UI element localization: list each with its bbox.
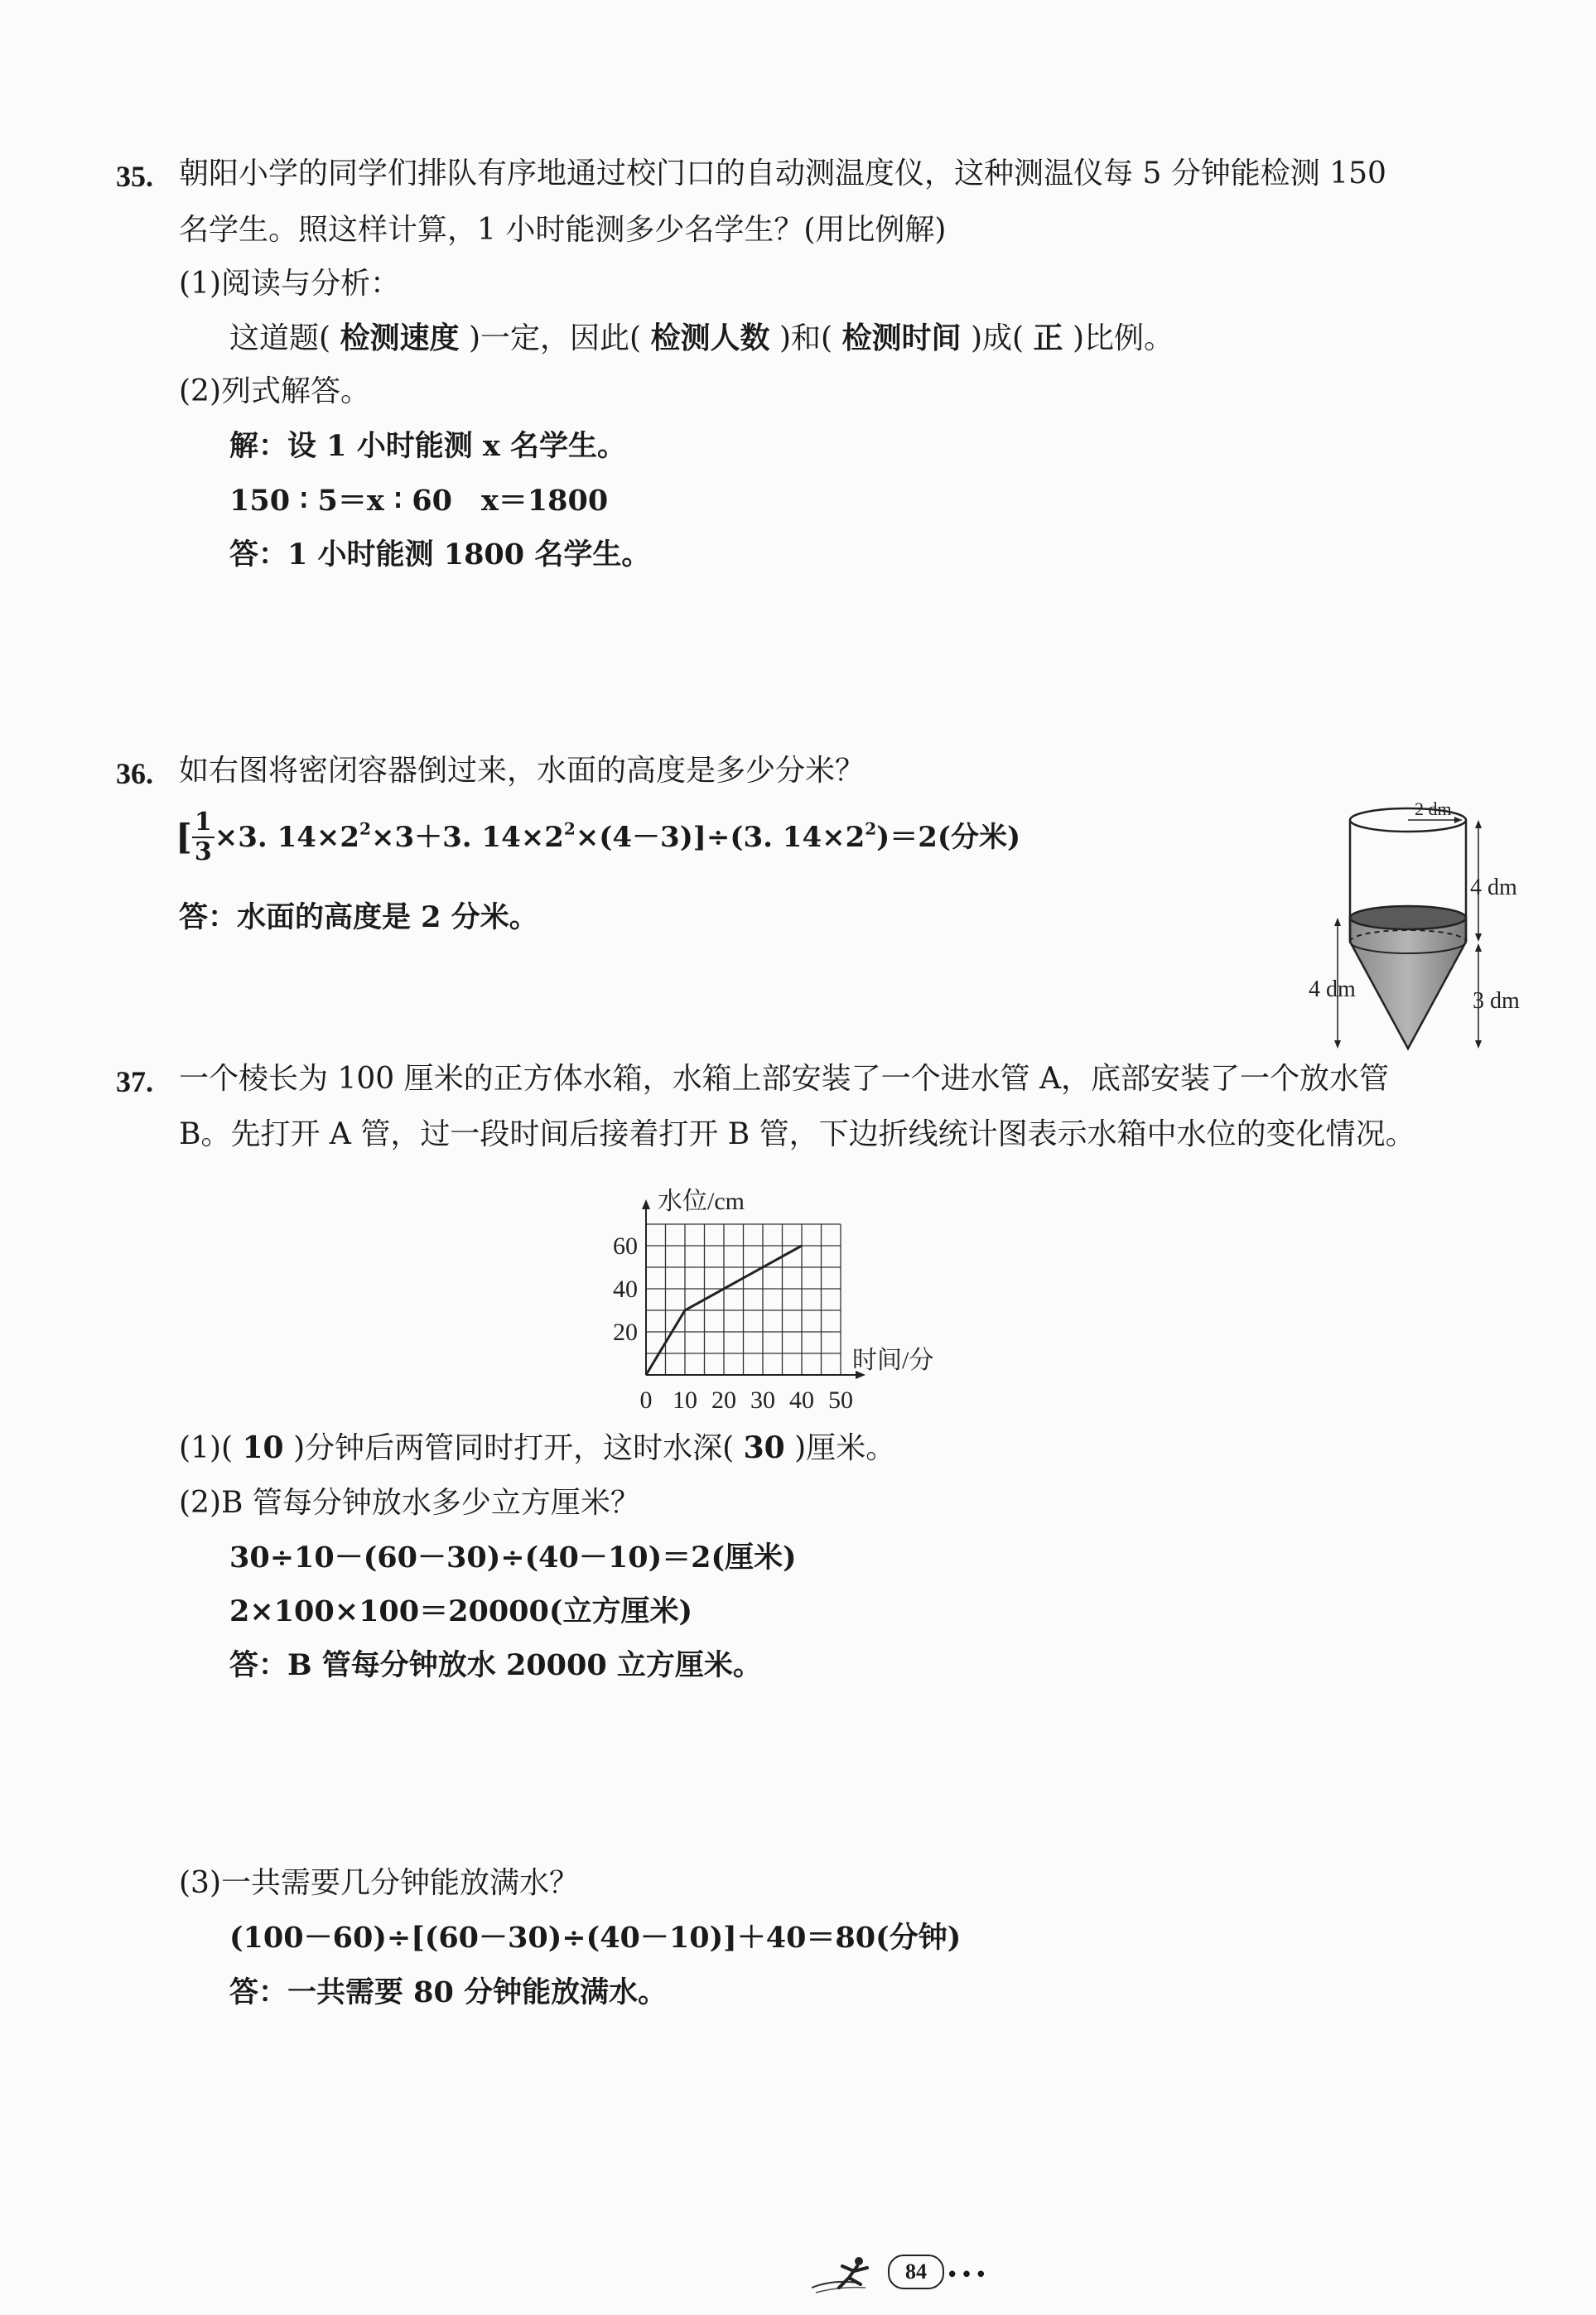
q37-part2-label: (2)B 管每分钟放水多少立方厘米？ <box>179 1486 640 1520</box>
fill-blank: 正 <box>1033 321 1063 355</box>
text: 这道题( <box>229 321 331 355</box>
x-tick-label: 50 <box>828 1387 853 1414</box>
fill-blank: 检测人数 <box>650 321 770 355</box>
container-figure <box>1292 795 1557 1060</box>
q37-line2: B。先打开 A 管，过一段时间后接着打开 B 管，下边折线统计图表示水箱中水位的变化情况。 <box>179 1117 1415 1151</box>
cyl-height-label: 4 dm <box>1470 875 1517 900</box>
q35-part2-label: (2)列式解答。 <box>179 374 370 408</box>
arrowhead <box>1334 918 1341 926</box>
x-tick-label: 30 <box>750 1387 775 1414</box>
q35-part1-sentence <box>229 323 1174 354</box>
arrowhead <box>1475 820 1482 828</box>
y-tick-label: 40 <box>613 1276 638 1303</box>
q37-part3-label: (3)一共需要几分钟能放满水？ <box>179 1866 579 1900</box>
y-tick-label: 20 <box>613 1319 638 1346</box>
water-level-chart <box>580 1164 1110 1420</box>
text: )成( <box>971 321 1025 355</box>
fraction <box>192 810 215 865</box>
q37-part3-answer: 答：一共需要 80 分钟能放满水。 <box>229 1975 668 2009</box>
text: )比例。 <box>1073 321 1174 355</box>
q36-number: 36. <box>116 757 153 790</box>
data-point <box>646 1375 647 1376</box>
q37-part2-answer: 答：B 管每分钟放水 20000 立方厘米。 <box>229 1648 762 1682</box>
water-surface <box>1350 906 1466 929</box>
exponent: 2 <box>359 818 371 839</box>
x-tick-label: 40 <box>789 1387 814 1414</box>
x-axis-label: 时间/分 <box>852 1347 934 1374</box>
y-axis-label: 水位/cm <box>658 1188 745 1215</box>
q36-answer: 答：水面的高度是 2 分米。 <box>179 900 538 934</box>
q35-number: 35. <box>116 160 153 193</box>
q35-answer: 答：1 小时能测 1800 名学生。 <box>229 538 651 572</box>
q36-line1: 如右图将密闭容器倒过来，水面的高度是多少分米？ <box>179 754 866 788</box>
x-tick-label: 20 <box>711 1387 736 1414</box>
text: ×(4－3)]÷(3. 14×2 <box>575 821 866 854</box>
cone-height-label: 3 dm <box>1473 988 1520 1014</box>
data-point <box>685 1310 686 1311</box>
fill-blank: 10 <box>242 1430 284 1465</box>
y-axis-arrowhead <box>642 1199 650 1209</box>
arrowhead <box>1475 933 1482 942</box>
radius-label: 2 dm <box>1415 798 1452 819</box>
page-number: 84 <box>888 2255 944 2289</box>
numerator: 1 <box>192 810 215 838</box>
exponent: 2 <box>563 818 576 839</box>
exponent: 2 <box>865 818 877 839</box>
q37-line1: 一个棱长为 100 厘米的正方体水箱，水箱上部安装了一个进水管 A，底部安装了一个放水管 <box>179 1062 1390 1096</box>
q35-line1: 朝阳小学的同学们排队有序地通过校门口的自动测温度仪，这种测温仪每 5 分钟能检测 150 <box>179 157 1386 191</box>
x-tick-label: 10 <box>673 1387 697 1414</box>
footer-logo <box>808 2255 890 2299</box>
fill-blank: 检测速度 <box>340 321 460 355</box>
runner-icon <box>808 2255 890 2296</box>
q37-part2-step2: 2×100×100＝20000(立方厘米) <box>229 1594 693 1628</box>
data-point <box>802 1246 803 1247</box>
text: )厘米。 <box>794 1431 896 1465</box>
chart-grid <box>646 1224 841 1375</box>
q35-solution-2: 150 ∶ 5＝x ∶ 60 x＝1800 <box>229 484 609 518</box>
x-tick-label: 0 <box>639 1387 653 1414</box>
water-cone <box>1350 918 1466 1049</box>
text: )＝2(分米) <box>876 821 1021 854</box>
arrowhead <box>1475 1040 1482 1049</box>
fill-blank: 检测时间 <box>841 321 962 355</box>
page-dots: ••• <box>946 2263 990 2288</box>
text: (1)( <box>179 1431 234 1465</box>
denominator: 3 <box>194 837 212 866</box>
text: )一定，因此( <box>468 321 642 355</box>
q37-part1 <box>179 1430 896 1465</box>
q36-formula <box>176 810 1020 865</box>
arrowhead <box>1475 943 1482 952</box>
fill-blank: 30 <box>743 1430 785 1465</box>
q35-part1-label: (1)阅读与分析： <box>179 267 400 301</box>
q35-line2: 名学生。照这样计算，1 小时能测多少名学生？(用比例解) <box>179 213 947 247</box>
water-height-label: 4 dm <box>1309 977 1356 1002</box>
text: ×3. 14×2 <box>214 821 360 854</box>
q35-solution-1: 解：设 1 小时能测 x 名学生。 <box>229 429 626 463</box>
y-tick-label: 60 <box>613 1232 638 1260</box>
arrowhead <box>1334 1040 1341 1049</box>
chart-ticks <box>613 1232 853 1414</box>
q37-part3-step1: (100－60)÷[(60－30)÷(40－10)]＋40＝80(分钟) <box>229 1921 962 1955</box>
q37-number: 37. <box>116 1065 153 1098</box>
text: ×3＋3. 14×2 <box>370 821 564 854</box>
bracket: [ <box>176 817 192 857</box>
text: )分钟后两管同时打开，这时水深( <box>293 1431 735 1465</box>
q37-part2-step1: 30÷10－(60－30)÷(40－10)＝2(厘米) <box>229 1541 797 1575</box>
text: )和( <box>779 321 833 355</box>
